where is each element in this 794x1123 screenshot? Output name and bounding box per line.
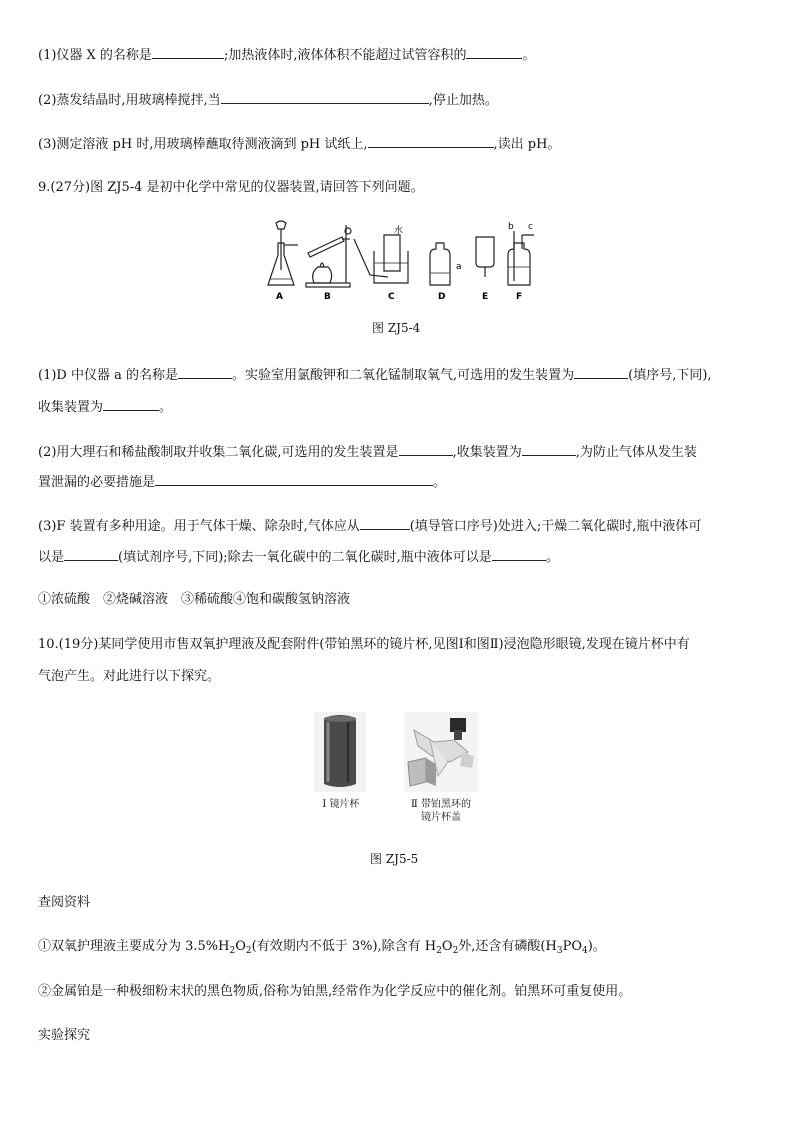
info1-text-g: )。 bbox=[587, 939, 606, 954]
q9-p2-text-d: 置泄漏的必要措施是 bbox=[38, 475, 156, 490]
q9-p1-text-c: (填序号,下同), bbox=[628, 368, 712, 383]
info1-sub: 4 bbox=[581, 946, 588, 956]
answer-blank[interactable] bbox=[522, 441, 576, 456]
q9-p1-text-b: 。实验室用氯酸钾和二氧化锰制取氧气,可选用的发生装置为 bbox=[232, 368, 575, 383]
info1-text-c: (有效期内不低于 3%),除含有 H bbox=[251, 939, 437, 954]
q9-part1-line1 bbox=[38, 364, 712, 386]
q9-part1-line2 bbox=[38, 396, 172, 418]
q9-p3-text-c: 以是 bbox=[38, 550, 65, 565]
q9-part3-line1 bbox=[38, 515, 701, 537]
answer-blank[interactable] bbox=[103, 396, 159, 411]
q8-part3 bbox=[38, 133, 560, 155]
answer-blank[interactable] bbox=[574, 364, 628, 379]
lens-cup-lid-photo bbox=[404, 712, 478, 792]
info1-sub: 2 bbox=[452, 946, 459, 956]
q10-stem-line1: 10.(19分)某同学使用市售双氧护理液及配套附件(带铂黑环的镜片杯,见图Ⅰ和图Ⅱ)浸泡隐形眼镜,发现在镜片杯中有 bbox=[38, 637, 690, 652]
answer-blank[interactable] bbox=[221, 89, 429, 104]
info1-sub: 2 bbox=[229, 946, 236, 956]
q9-p3-text-d: (填试剂序号,下同);除去一氧化碳中的二氧化碳时,瓶中液体可以是 bbox=[118, 550, 492, 565]
q8-p3-text-a: (3)测定溶液 pH 时,用玻璃棒蘸取待测液滴到 pH 试纸上, bbox=[38, 137, 368, 152]
info1-text-b: O bbox=[235, 939, 246, 954]
q8-part1 bbox=[38, 44, 535, 66]
info1-sub: 3 bbox=[556, 946, 563, 956]
answer-blank[interactable] bbox=[178, 364, 232, 379]
q8-p1-text-b: ;加热液体时,液体体积不能超过试管容积的 bbox=[223, 48, 467, 63]
q9-p2-text-e: 。 bbox=[433, 475, 447, 490]
photo1-caption: Ⅰ 镜片杯 bbox=[322, 799, 360, 810]
apparatus-e-tube bbox=[476, 237, 494, 277]
info1-text-f: PO bbox=[562, 939, 582, 954]
photo2-caption-line2: 镜片杯盖 bbox=[421, 812, 461, 823]
figure-caption-zj5-5: 图 ZJ5-5 bbox=[370, 852, 419, 866]
label-port-a: a bbox=[456, 262, 462, 272]
apparatus-f-washer bbox=[508, 231, 534, 285]
q9-stem: 9.(27分)图 ZJ5-4 是初中化学中常见的仪器装置,请回答下列问题。 bbox=[38, 180, 424, 195]
info1-text-a: ①双氧护理液主要成分为 3.5%H bbox=[38, 939, 230, 954]
q9-p3-text-a: (3)F 装置有多种用途。用于气体干燥、除杂时,气体应从 bbox=[38, 519, 360, 534]
q9-p1-text-d: 收集装置为 bbox=[38, 400, 104, 415]
info1-sub: 2 bbox=[245, 946, 252, 956]
q9-p3-text-e: 。 bbox=[545, 550, 559, 565]
apparatus-c-trough bbox=[354, 235, 408, 283]
q9-part3-line2 bbox=[38, 546, 559, 568]
section-experiment-heading: 实验探究 bbox=[38, 1028, 91, 1043]
q8-p2-text-b: ,停止加热。 bbox=[428, 93, 498, 108]
answer-blank[interactable] bbox=[360, 515, 410, 530]
q8-p1-text-c: 。 bbox=[522, 48, 536, 63]
apparatus-a-flask bbox=[268, 221, 298, 285]
answer-blank[interactable] bbox=[64, 546, 118, 561]
section-info-heading: 查阅资料 bbox=[38, 895, 91, 910]
label-e: E bbox=[482, 292, 489, 302]
label-c: C bbox=[388, 292, 395, 302]
info-item-2: ②金属铂是一种极细粉末状的黑色物质,俗称为铂黑,经常作为化学反应中的催化剂。铂黑环可重复使用。 bbox=[38, 984, 632, 999]
apparatus-figure bbox=[258, 215, 538, 305]
label-b: B bbox=[324, 292, 331, 302]
label-water: 水 bbox=[394, 226, 404, 236]
q8-p2-text-a: (2)蒸发结晶时,用玻璃棒搅拌,当 bbox=[38, 93, 221, 108]
q8-p3-text-b: ,读出 pH。 bbox=[493, 137, 561, 152]
answer-blank[interactable] bbox=[152, 44, 224, 59]
q8-part2 bbox=[38, 89, 498, 111]
apparatus-b-heater bbox=[306, 225, 351, 287]
answer-blank[interactable] bbox=[399, 441, 453, 456]
label-a: A bbox=[276, 292, 283, 302]
q9-p1-text-e: 。 bbox=[159, 400, 173, 415]
info1-sub: 2 bbox=[436, 946, 442, 956]
answer-blank[interactable] bbox=[466, 44, 522, 59]
label-port-c: c bbox=[528, 222, 533, 232]
q9-p2-text-b: ,收集装置为 bbox=[452, 445, 522, 460]
label-f: F bbox=[516, 292, 523, 302]
info-item-1 bbox=[38, 937, 606, 961]
q9-options: ①浓硫酸 ②烧碱溶液 ③稀硫酸④饱和碳酸氢钠溶液 bbox=[38, 592, 351, 607]
q8-p1-text-a: (1)仪器 X 的名称是 bbox=[38, 48, 152, 63]
apparatus-d-bottle bbox=[430, 243, 450, 285]
answer-blank[interactable] bbox=[155, 471, 433, 486]
label-port-b: b bbox=[508, 222, 514, 232]
lens-cup-photo bbox=[314, 712, 366, 792]
photo2-caption bbox=[386, 798, 496, 824]
photo2-caption-line1: Ⅱ 带铂黑环的 bbox=[411, 799, 471, 810]
figure-caption-zj5-4: 图 ZJ5-4 bbox=[372, 321, 421, 335]
q9-p2-text-c: ,为防止气体从发生装 bbox=[575, 445, 697, 460]
q9-p1-text-a: (1)D 中仪器 a 的名称是 bbox=[38, 368, 178, 383]
answer-blank[interactable] bbox=[492, 546, 546, 561]
q9-part2-line2 bbox=[38, 471, 446, 493]
info1-text-d: O bbox=[441, 939, 453, 954]
answer-blank[interactable] bbox=[368, 133, 494, 148]
info1-text-e: 外,还含有磷酸(H bbox=[458, 939, 557, 954]
q9-part2-line1 bbox=[38, 441, 697, 463]
q9-p2-text-a: (2)用大理石和稀盐酸制取并收集二氧化碳,可选用的发生装置是 bbox=[38, 445, 399, 460]
q10-stem-line2: 气泡产生。对此进行以下探究。 bbox=[38, 669, 221, 684]
label-d: D bbox=[438, 292, 446, 302]
q9-p3-text-b: (填导管口序号)处进入;干燥二氧化碳时,瓶中液体可 bbox=[409, 519, 702, 534]
